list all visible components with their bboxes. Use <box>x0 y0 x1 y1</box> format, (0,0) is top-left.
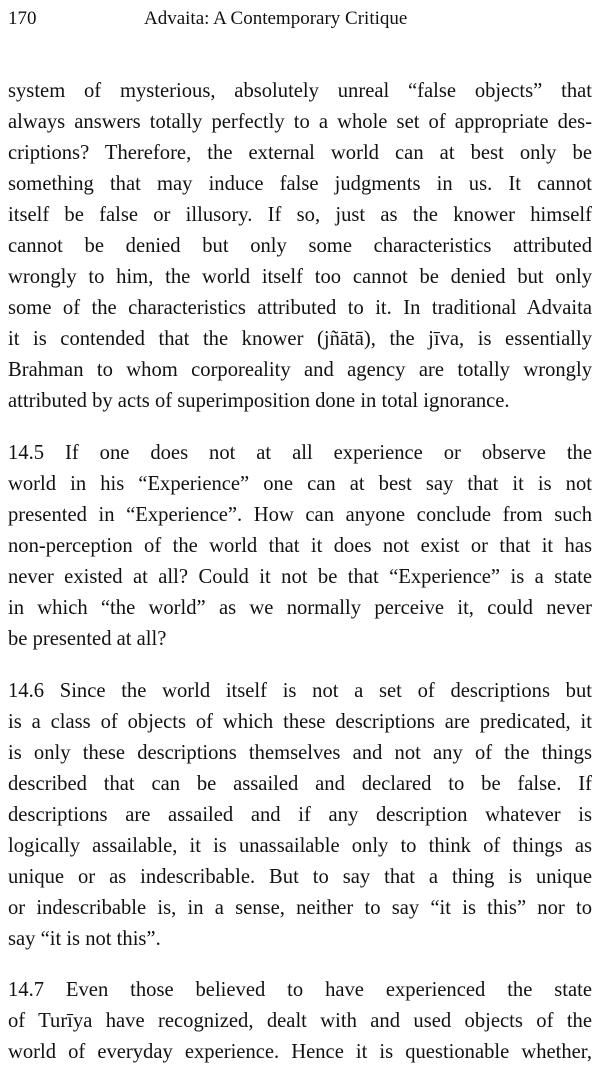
text-line: in which “the world” as we normally perceive it, could never <box>8 597 592 619</box>
text-line: logically assailable, it is unassailable only to think of things as <box>8 835 592 857</box>
text-line: is a class of objects of which these descriptions are predicated, it <box>8 711 592 733</box>
text-line: Brahman to whom corporeality and agency are totally wrongly <box>8 359 592 381</box>
running-title: Advaita: A Contemporary Critique <box>144 8 408 29</box>
paragraph <box>8 975 592 1068</box>
text-line: wrongly to him, the world itself too cannot be denied but only <box>8 266 592 288</box>
text-line: criptions? Therefore, the external world can at best only be <box>8 142 592 164</box>
paragraph <box>8 676 592 955</box>
paragraph-spacer <box>8 655 592 676</box>
body-text <box>8 76 592 1068</box>
running-head <box>8 6 592 32</box>
text-line: some of the characteristics attributed to it. In traditional Advaita <box>8 297 592 319</box>
text-line: system of mysterious, absolutely unreal “false objects” that <box>8 80 592 102</box>
text-line: attributed by acts of superimposition done in total ignorance. <box>8 390 510 412</box>
page-number: 170 <box>8 8 37 29</box>
text-line: 14.6 Since the world itself is not a set of descriptions but <box>8 680 592 702</box>
text-line: 14.7 Even those believed to have experienced the state <box>8 979 592 1001</box>
text-line: it is contended that the knower (jñātā), the jīva, is essentially <box>8 328 592 350</box>
text-line: never existed at all? Could it not be that “Experience” is a state <box>8 566 592 588</box>
text-line: described that can be assailed and declared to be false. If <box>8 773 592 795</box>
text-line: say “it is not this”. <box>8 928 161 950</box>
text-line: unique or as indescribable. But to say that a thing is unique <box>8 866 592 888</box>
text-line: or indescribable is, in a sense, neither to say “it is this” nor to <box>8 897 592 919</box>
text-line: presented in “Experience”. How can anyone conclude from such <box>8 504 592 526</box>
paragraph-spacer <box>8 417 592 438</box>
paragraph <box>8 438 592 655</box>
text-line: be presented at all? <box>8 628 167 650</box>
text-line: descriptions are assailed and if any description whatever is <box>8 804 592 826</box>
text-line: is only these descriptions themselves and not any of the things <box>8 742 592 764</box>
paragraph-spacer <box>8 955 592 975</box>
text-line: non-perception of the world that it does not exist or that it has <box>8 535 592 557</box>
text-line: something that may induce false judgments in us. It cannot <box>8 173 592 195</box>
text-line: itself be false or illusory. If so, just as the knower himself <box>8 204 592 226</box>
text-line: cannot be denied but only some characteristics attributed <box>8 235 592 257</box>
paragraph <box>8 76 592 417</box>
text-line: 14.5 If one does not at all experience or observe the <box>8 442 592 464</box>
text-line: world of everyday experience. Hence it is questionable whether, <box>8 1041 592 1063</box>
text-line: of Turīya have recognized, dealt with and used objects of the <box>8 1010 592 1032</box>
text-line: always answers totally perfectly to a whole set of appropriate des- <box>8 111 592 133</box>
text-line: world in his “Experience” one can at best say that it is not <box>8 473 592 495</box>
